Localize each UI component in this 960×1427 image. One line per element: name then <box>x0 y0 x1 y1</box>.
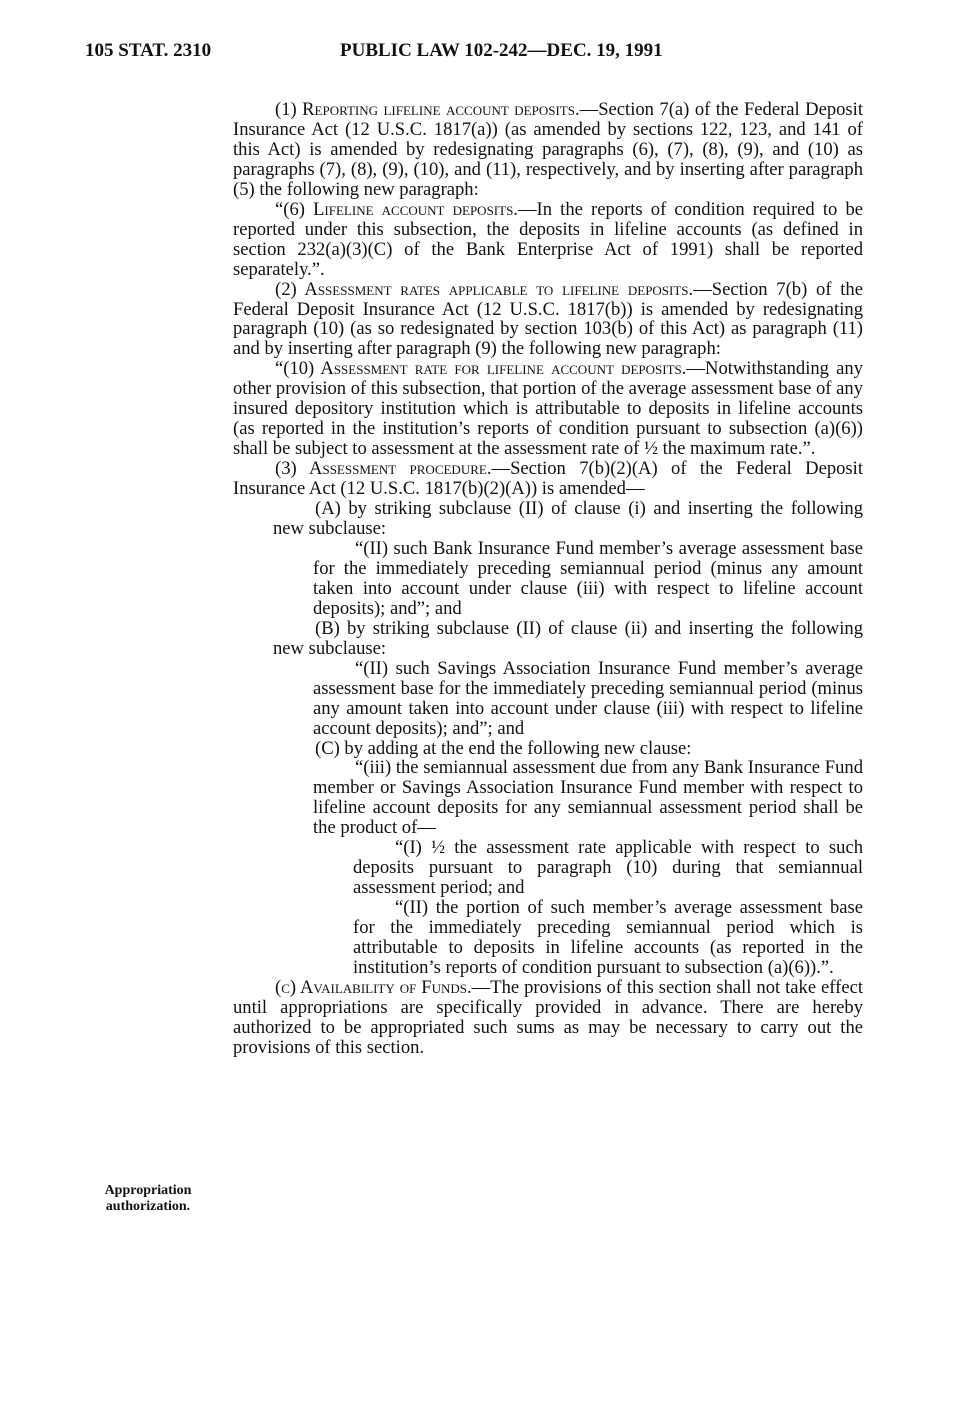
paragraph-reporting-lifeline-deposits <box>233 100 863 200</box>
statute-reference: 105 STAT. 2310 <box>85 40 212 61</box>
margin-note-line: authorization. <box>105 1199 191 1214</box>
margin-note-appropriation <box>88 1183 208 1215</box>
margin-note-line: Appropriation <box>104 1183 192 1198</box>
public-law-reference: PUBLIC LAW 102-242—DEC. 19, 1991 <box>340 40 663 61</box>
page-header <box>85 40 885 70</box>
quoted-paragraph-6 <box>233 200 863 280</box>
paragraph-assessment-procedure <box>233 459 863 499</box>
subclause-c-ii: “(II) the portion of such member’s average assessment base for the immediately preceding semiannual period which is attributable to deposits in lifeline accounts (as reported in the institution’s reports of condition pursuant to subsection (a)(6)).”. <box>353 897 863 978</box>
subclause-a-ii: “(II) such Bank Insurance Fund member’s average assessment base for the immediately preceding semiannual period (minus any amount taken into account under clause (iii) with respect to lifeline account deposits); and”; and <box>313 537 863 619</box>
paragraph-heading: “(6) Lifeline account deposits. <box>275 198 518 220</box>
paragraph-text: —Section 7(a) of the Federal Deposit Insurance Act (12 U.S.C. 1817(a)) (as amended by sections 122, 123, and 141 of this Act) is amended by redesignating paragraphs (6), (7), (8), (9), and (10) as paragraphs (7), (8), (9), (10), and (11), respectively, and by inserting after paragraph (5) the following new paragraph: <box>233 99 863 200</box>
law-text-body <box>233 100 863 1058</box>
subclause-c-i: “(I) ½ the assessment rate applicable with respect to such deposits pursuant to paragraph (10) during that semiannual assessment period; and <box>353 837 863 899</box>
paragraph-assessment-rates <box>233 280 863 360</box>
subparagraph-b: (B) by striking subclause (II) of clause (ii) and inserting the following new subclause: <box>273 617 863 659</box>
paragraph-heading: “(10) Assessment rate for lifeline account deposits. <box>275 358 687 380</box>
paragraph-heading: (2) Assessment rates applicable to lifeline deposits. <box>275 278 694 300</box>
subparagraph-c: (C) by adding at the end the following new clause: <box>315 737 692 759</box>
section-c-availability-of-funds <box>233 978 863 1058</box>
paragraph-text: —In the reports of condition required to be reported under this subsection, the deposits in lifeline accounts (as defined in section 232(a)(3)(C) of the Bank Enterprise Act of 1991) shall be reported separately.”. <box>233 198 863 280</box>
subparagraph-a: (A) by striking subclause (II) of clause (i) and inserting the following new subclause: <box>273 498 863 540</box>
paragraph-text: —Section 7(b)(2)(A) of the Federal Deposit Insurance Act (12 U.S.C. 1817(b)(2)(A)) is amended— <box>233 458 863 500</box>
paragraph-heading: (c) Availability of Funds. <box>275 976 472 998</box>
quoted-paragraph-10 <box>233 359 863 459</box>
paragraph-text: —Section 7(b) of the Federal Deposit Insurance Act (12 U.S.C. 1817(b)) is amended by redesignating paragraph (10) (as so redesignated by section 103(b) of this Act) as paragraph (11) and by inserting after paragraph (9) the following new paragraph: <box>233 278 863 360</box>
subclause-b-ii: “(II) such Savings Association Insurance Fund member’s average assessment base for the immediately preceding semiannual period (minus any amount taken into account under clause (iii) with respect to lifeline account deposits); and”; and <box>313 657 863 739</box>
paragraph-text: —Notwithstanding any other provision of this subsection, that portion of the average assessment base of any insured depository institution which is attributable to deposits in lifeline accounts (as reported in the institution’s reports of condition pursuant to subsection (a)(6)) shall be subject to assessment at the assessment rate of ½ the maximum rate.”. <box>233 358 864 460</box>
paragraph-heading: (3) Assessment procedure. <box>275 458 492 480</box>
paragraph-text: —The provisions of this section shall not take effect until appropriations are specifically provided in advance. There are hereby authorized to be appropriated such sums as may be necessary to carry out the provisions of this section. <box>233 976 863 1058</box>
paragraph-heading: (1) Reporting lifeline account deposits. <box>275 99 580 120</box>
clause-c-iii: “(iii) the semiannual assessment due from any Bank Insurance Fund member or Savings Association Insurance Fund member with respect to lifeline account deposits for any semiannual assessment period shall be the product of— <box>313 757 863 839</box>
